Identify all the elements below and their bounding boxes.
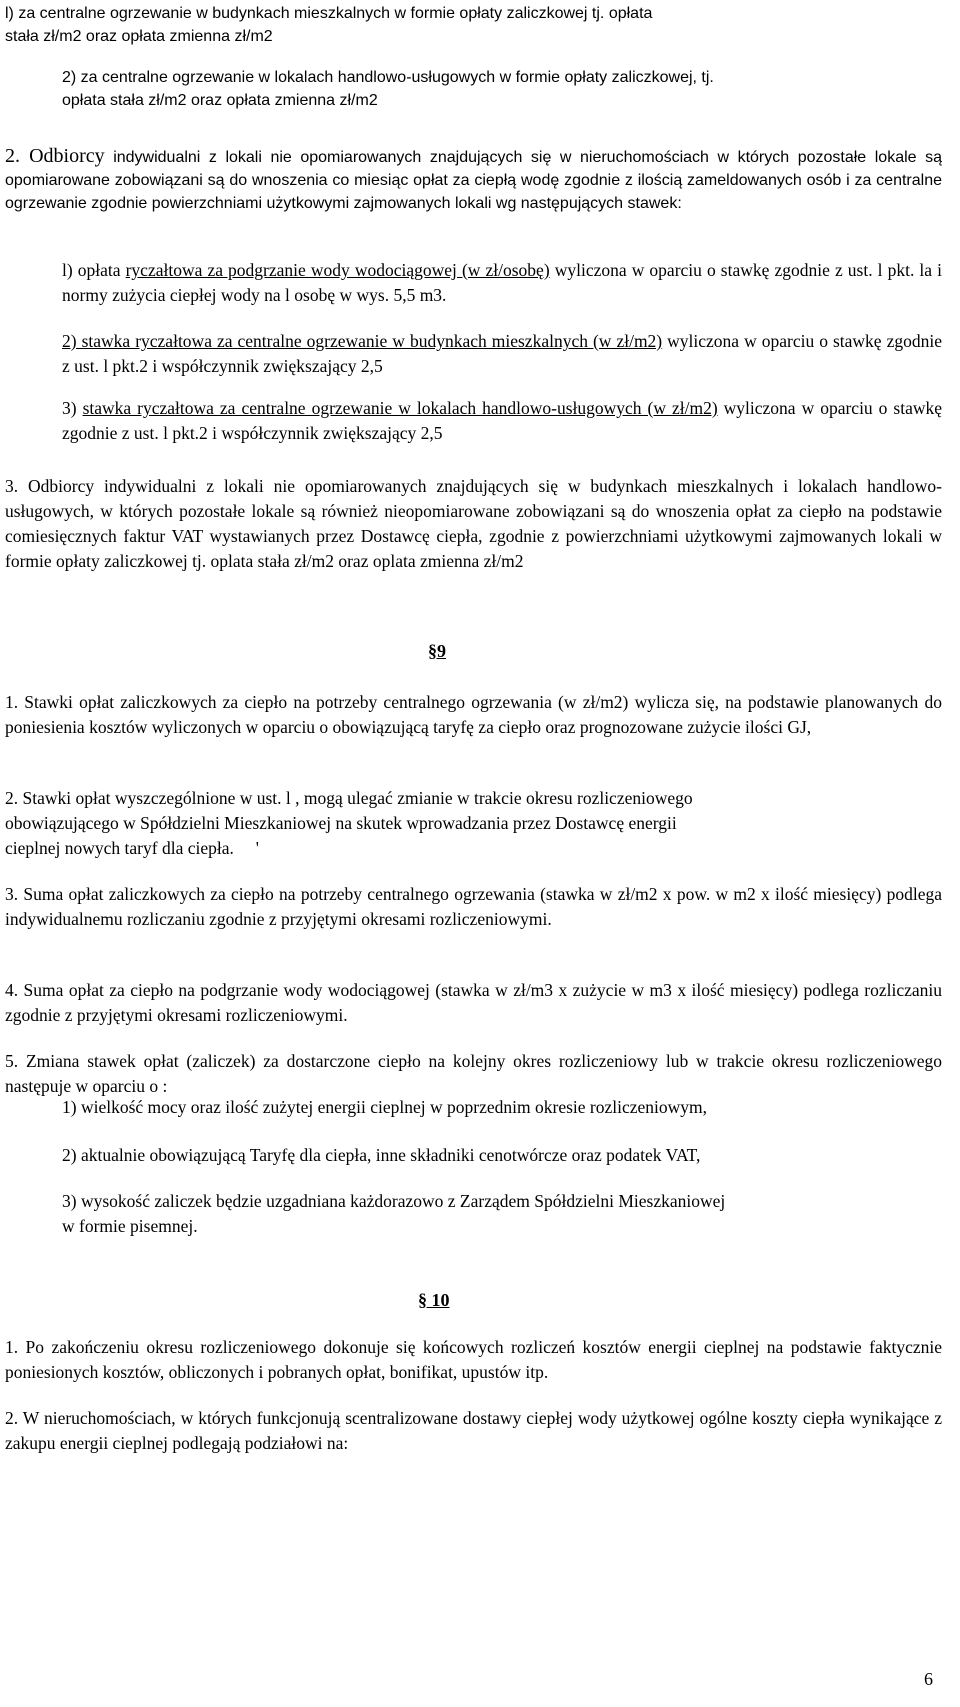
section-10-paragraph-1: 1. Po zakończeniu okresu rozliczeniowego dokonuje się końcowych rozliczeń kosztów energii cieplnej na podstawie faktycznie poniesionych kosztów, obliczonych i pobranych opłat, bonifikat, upustów itp. xyxy=(5,1337,942,1382)
section-9-paragraph-2 xyxy=(5,786,942,861)
rate-3-suffix: wyliczona w oparciu o stawkę zgodnie z ust. l pkt.2 i współczynnik zwiększający 2,5 xyxy=(62,398,943,443)
rate-1-underlined: ryczałtowa za podgrzanie wody wodociągowej (w zł/osobę) xyxy=(125,260,550,280)
rate-2-suffix: wyliczona w oparciu o stawkę zgodnie z ust. l pkt.2 i współczynnik zwiększający 2,5 xyxy=(62,331,942,376)
section-9-paragraph-2-line-3: cieplnej nowych taryf dla ciepła. ' xyxy=(5,838,259,858)
rate-3 xyxy=(62,396,942,446)
section-9-paragraph-2-line-1: 2. Stawki opłat wyszczególnione w ust. l , mogą ulegać zmianie w trakcie okresu rozliczeniowego xyxy=(5,788,693,808)
section-9-paragraph-5-item-3-line-2: w formie pisemnej. xyxy=(62,1216,198,1236)
rate-item-2-line-1: 2) za centralne ogrzewanie w lokalach handlowo-usługowych w formie opłaty zaliczkowej, tj. xyxy=(62,69,714,86)
page-number: 6 xyxy=(924,1669,933,1689)
paragraph-2 xyxy=(5,144,942,215)
paragraph-2-lead: 2. Odbiorcy xyxy=(5,145,105,167)
section-9-paragraph-4: 4. Suma opłat za ciepło na podgrzanie wody wodociągowej (stawka w zł/m3 x zużycie w m3 x ilość miesięcy) podlega rozliczaniu zgodnie z przyjętymi okresami rozliczeniowymi. xyxy=(5,980,942,1025)
section-9-paragraph-2-line-2: obowiązującego w Spółdzielni Mieszkaniowej na skutek wprowadzania przez Dostawcę energii xyxy=(5,813,677,833)
rate-3-prefix: 3) xyxy=(62,398,83,418)
section-10-paragraph-2: 2. W nieruchomościach, w których funkcjonują scentralizowane dostawy ciepłej wody użytkowej ogólne koszty ciepła wynikające z zakupu energii cieplnej podlegają podziałowi na: xyxy=(5,1408,942,1453)
section-9-paragraph-3: 3. Suma opłat zaliczkowych za ciepło na potrzeby centralnego ogrzewania (stawka w zł/m2 x pow. w m2 x ilość miesięcy) podlega indywidualnemu rozliczaniu zgodnie z przyjętymi okresami rozliczeniowymi. xyxy=(5,884,942,929)
rate-item-1 xyxy=(5,2,945,48)
rate-item-2 xyxy=(62,66,942,112)
paragraph-3: 3. Odbiorcy indywidualni z lokali nie opomiarowanych znajdujących się w budynkach mieszkalnych i lokalach handlowo-usługowych, w których pozostałe lokale są również nieopomiarowane zobowiązani są do wnoszenia opłat za ciepło na podstawie comiesięcznych faktur VAT wystawianych przez Dostawcę ciepła, zgodnie z powierzchniami użytkowymi zajmowanych lokali w formie opłaty zaliczkowej tj. oplata stała zł/m2 oraz oplata zmienna zł/m2 xyxy=(5,476,942,571)
paragraph-2-text: indywidualni z lokali nie opomiarowanych znajdujących się w nieruchomościach w których pozostałe lokale są opomiarowane zobowiązani są do wnoszenia co miesiąc opłat za ciepłą wodę zgodnie z ilością zameldowanych osób i za centralne ogrzewanie zgodnie powierzchniami użytkowymi zajmowanych lokali wg następujących stawek: xyxy=(5,149,942,212)
section-9-paragraph-5: 5. Zmiana stawek opłat (zaliczek) za dostarczone ciepło na kolejny okres rozliczeniowy lub w trakcie okresu rozliczeniowego następuje w oparciu o : xyxy=(5,1051,942,1096)
rate-1-suffix: wyliczona w oparciu o stawkę zgodnie z ust. l pkt. la i normy zużycia ciepłej wody na l osobę w wys. 5,5 m3. xyxy=(62,260,942,305)
section-9-paragraph-5-item-3 xyxy=(62,1189,942,1239)
rate-2 xyxy=(62,329,942,379)
section-heading-9: §9 xyxy=(428,641,446,661)
rate-item-1-line-2: stała zł/m2 oraz opłata zmienna zł/m2 xyxy=(5,28,273,45)
section-9-paragraph-5-item-3-line-1: 3) wysokość zaliczek będzie uzgadniana każdorazowo z Zarządem Spółdzielni Mieszkaniowej xyxy=(62,1191,726,1211)
rate-1 xyxy=(62,258,942,308)
rate-2-underlined: 2) stawka ryczałtowa za centralne ogrzewanie w budynkach mieszkalnych (w zł/m2) xyxy=(62,331,663,351)
section-9-paragraph-5-item-1: 1) wielkość mocy oraz ilość zużytej energii cieplnej w poprzednim okresie rozliczeniowym, xyxy=(62,1097,708,1117)
section-9-paragraph-5-item-2: 2) aktualnie obowiązującą Taryfę dla ciepła, inne składniki cenotwórcze oraz podatek VAT, xyxy=(62,1145,701,1165)
rate-3-underlined: stawka ryczałtowa za centralne ogrzewanie w lokalach handlowo-usługowych (w zł/m2) xyxy=(82,398,718,418)
rate-1-prefix: l) opłata xyxy=(62,260,126,280)
rate-item-1-line-1: l) za centralne ogrzewanie w budynkach mieszkalnych w formie opłaty zaliczkowej tj. opłata xyxy=(5,5,653,22)
rate-item-2-line-2: opłata stała zł/m2 oraz opłata zmienna zł/m2 xyxy=(62,92,378,109)
section-heading-10: § 10 xyxy=(418,1290,450,1310)
section-9-paragraph-1: 1. Stawki opłat zaliczkowych za ciepło na potrzeby centralnego ogrzewania (w zł/m2) wylicza się, na podstawie planowanych do poniesienia kosztów wyliczonych w oparciu o obowiązującą taryfę za ciepło oraz prognozowane zużycie ilości GJ, xyxy=(5,692,942,737)
